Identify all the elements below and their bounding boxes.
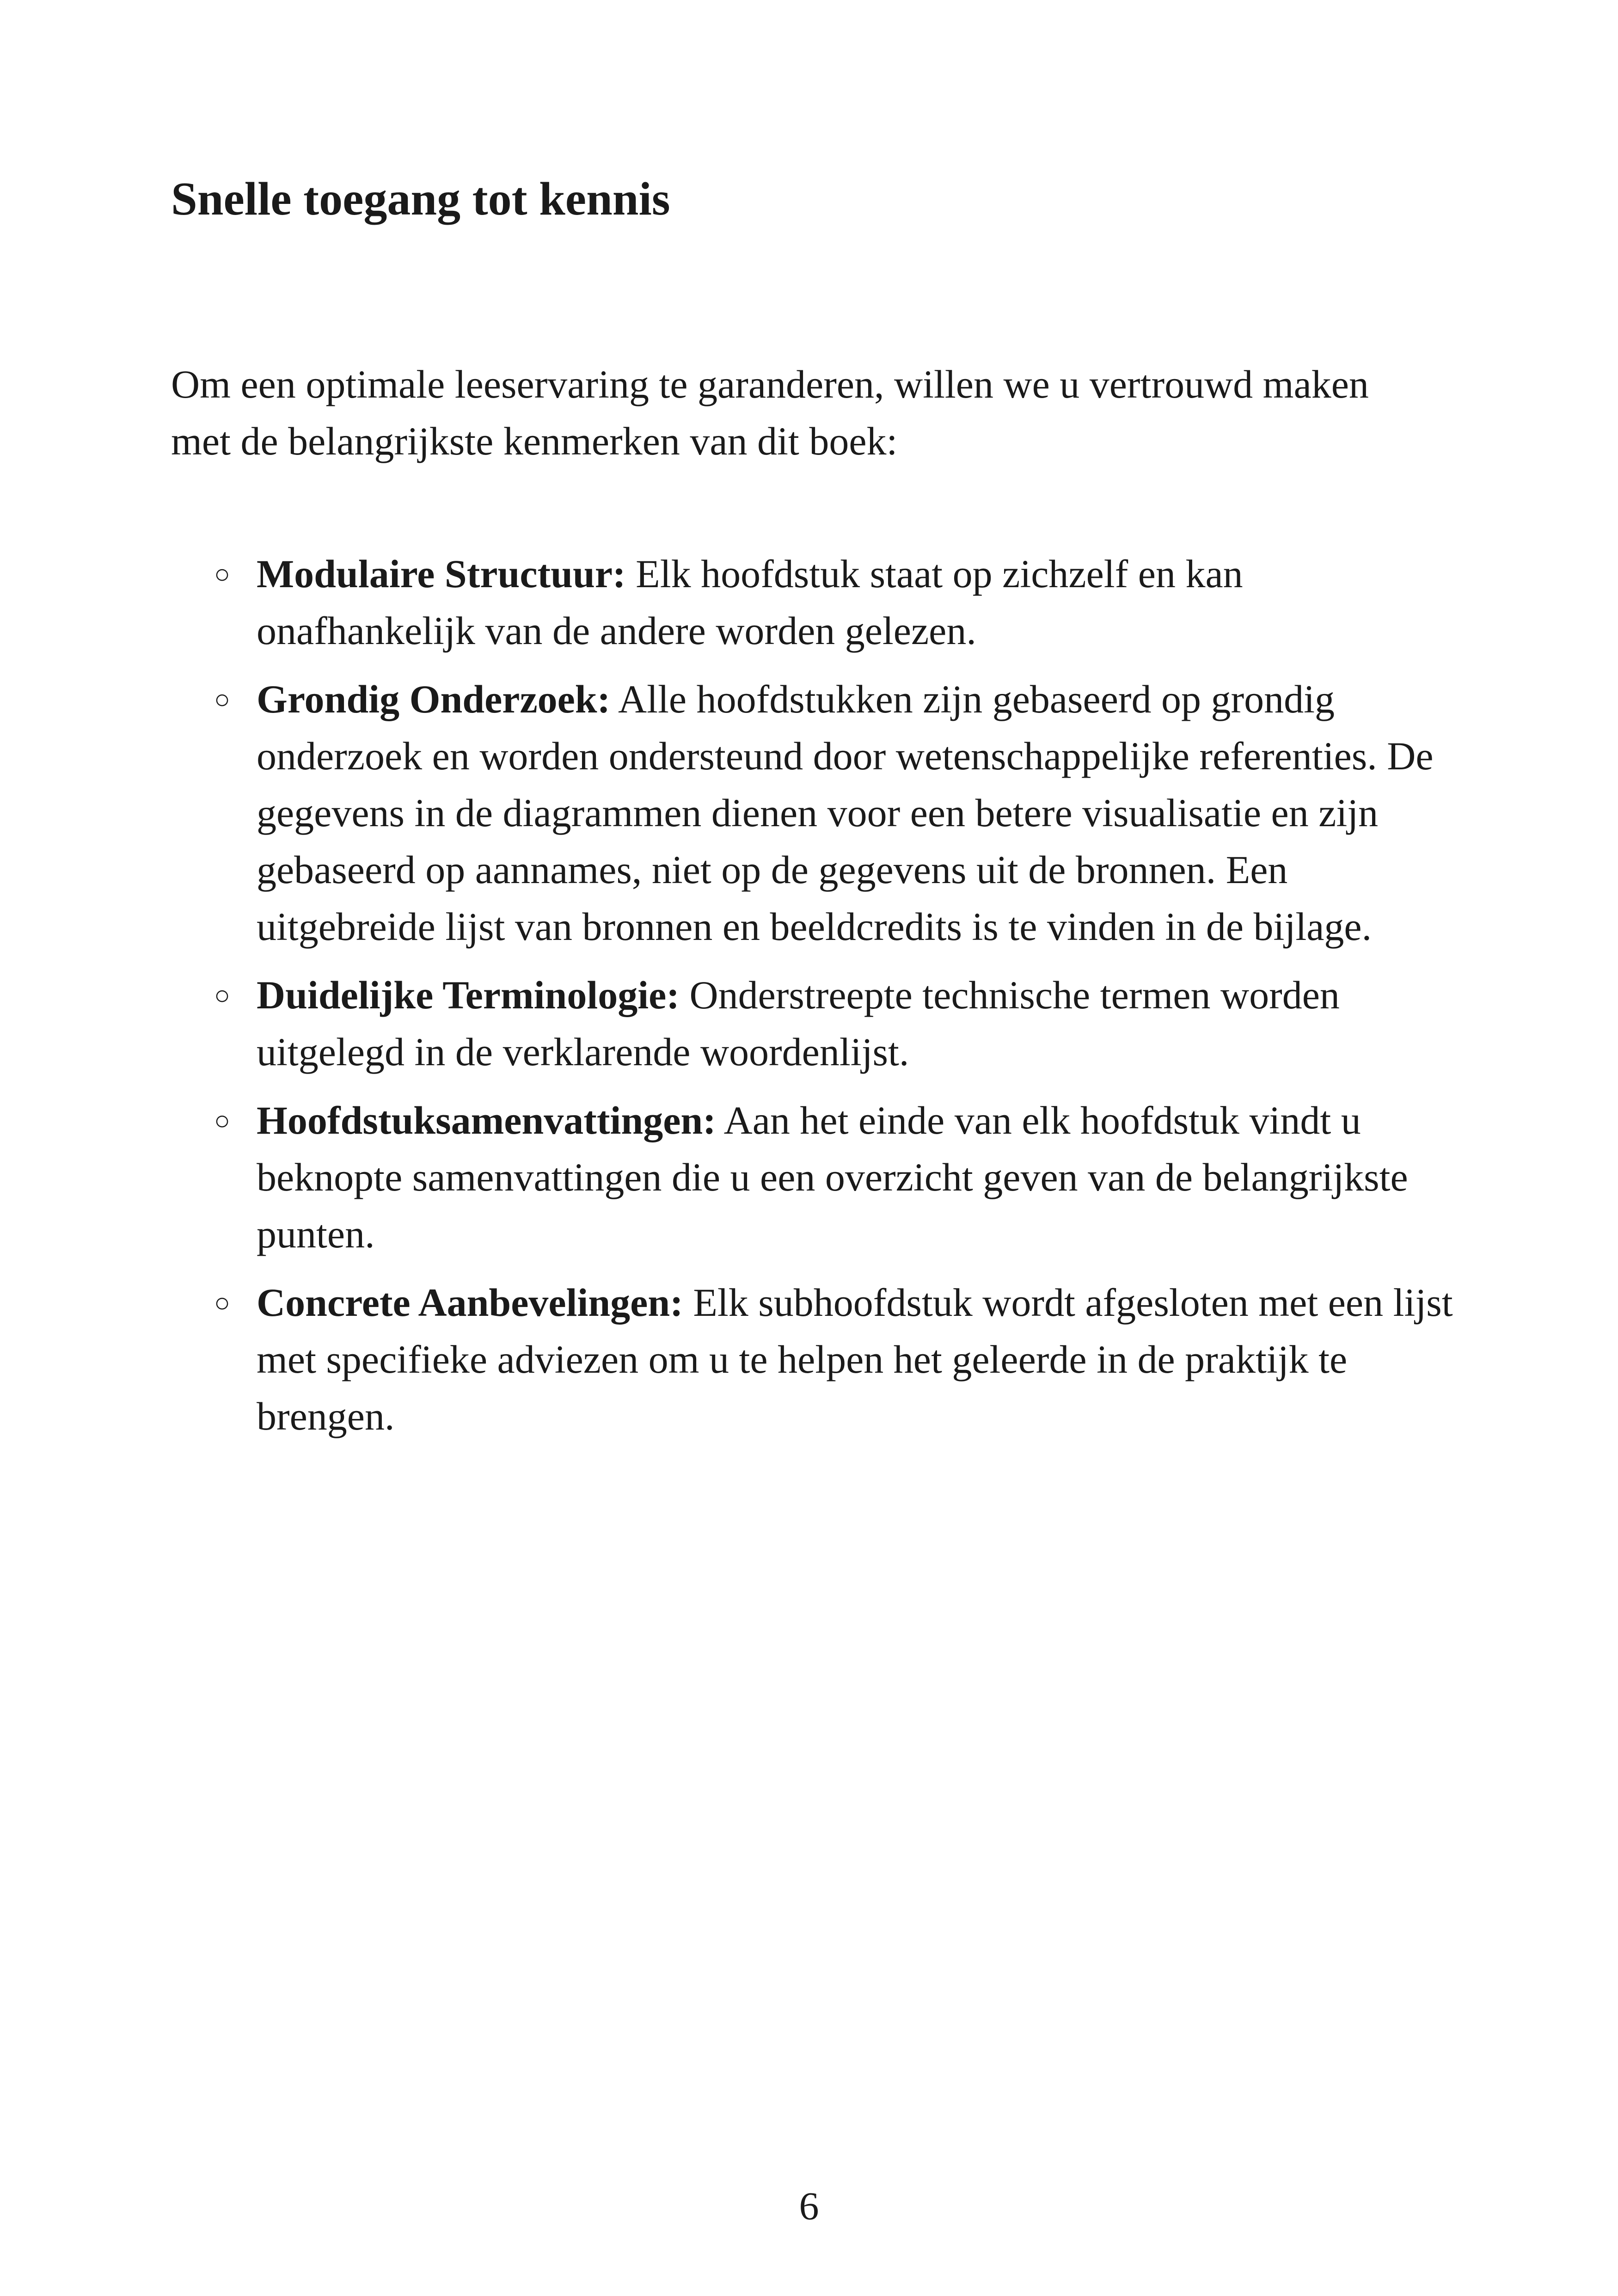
feature-description: Onderstreepte technische termen worden uitgelegd in de verklarende woordenlijst. (257, 973, 1340, 1074)
list-item (214, 671, 1459, 955)
list-item (214, 1274, 1459, 1445)
list-item (214, 1092, 1459, 1263)
feature-list (214, 546, 1459, 1456)
feature-description: Alle hoofdstukken zijn gebaseerd op grondig onderzoek en worden ondersteund door wetenschappelijke referenties. De gegevens in de diagrammen dienen voor een betere visualisatie en zijn gebaseerd op aannames, niet op de gegevens uit de bronnen. Een uitgebreide lijst van bronnen en beeldcredits is te vinden in de bijlage. (257, 677, 1434, 949)
intro-paragraph: Om een optimale leeservaring te garanderen, willen we u vertrouwd maken met de belangrijkste kenmerken van dit boek: (171, 362, 1369, 463)
feature-term: Modulaire Structuur: (257, 552, 626, 596)
bullet-circle-icon: ○ (214, 1288, 231, 1318)
feature-term: Duidelijke Terminologie: (257, 973, 680, 1017)
bullet-circle-icon: ○ (214, 559, 231, 589)
bullet-circle-icon: ○ (214, 1105, 231, 1136)
list-item (214, 546, 1459, 659)
page-title: Snelle toegang tot kennis (171, 173, 670, 225)
bullet-circle-icon: ○ (214, 684, 231, 714)
feature-description: Aan het einde van elk hoofdstuk vindt u beknopte samenvattingen die u een overzicht geven van de belangrijkste punten. (257, 1098, 1408, 1256)
list-item (214, 967, 1459, 1080)
feature-term: Hoofdstuksamenvattingen: (257, 1098, 716, 1142)
feature-term: Grondig Onderzoek: (257, 677, 611, 721)
feature-term: Concrete Aanbevelingen: (257, 1280, 683, 1325)
bullet-circle-icon: ○ (214, 980, 231, 1010)
feature-description: Elk subhoofdstuk wordt afgesloten met een lijst met specifieke adviezen om u te helpen het geleerde in de praktijk te brengen. (257, 1280, 1453, 1438)
feature-description: Elk hoofdstuk staat op zichzelf en kan onafhankelijk van de andere worden gelezen. (257, 552, 1243, 653)
page-number: 6 (799, 2184, 819, 2228)
